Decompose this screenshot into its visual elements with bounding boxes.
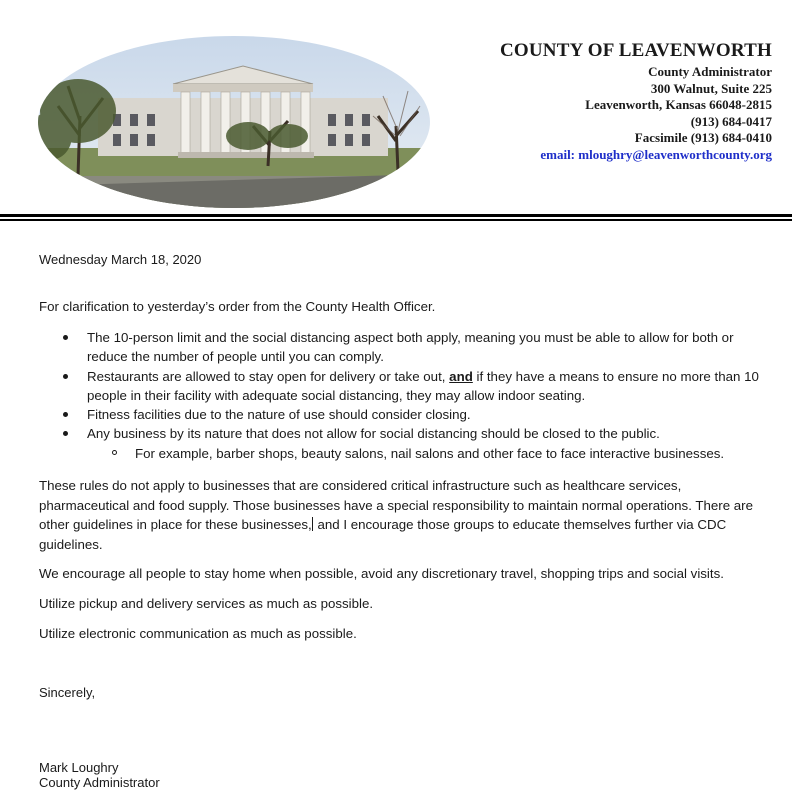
list-item-text: if they have a means to ensure no more than 10 people in their facility with adequate social distancing, they may allow indoor seating. — [87, 368, 759, 403]
stay-home-paragraph: We encourage all people to stay home when possible, avoid any discretionary travel, shopping trips and social visits. — [39, 566, 724, 581]
signer-title: County Administrator — [39, 775, 160, 790]
letter-date: Wednesday March 18, 2020 — [39, 252, 202, 267]
closing: Sincerely, — [39, 685, 96, 700]
bullet-icon — [63, 431, 68, 436]
hollow-bullet-icon — [112, 450, 117, 455]
electronic-paragraph: Utilize electronic communication as much as possible. — [39, 626, 357, 641]
organization-name: COUNTY OF LEAVENWORTH — [499, 40, 772, 61]
list-item-text: Restaurants are allowed to stay open for delivery or take out, — [87, 368, 450, 384]
street-address: 300 Walnut, Suite 225 — [650, 80, 772, 96]
phone-number: (913) 684-0417 — [690, 113, 772, 129]
courthouse-photo — [38, 36, 430, 208]
list-item-text: For example, barber shops, beauty salons, nail salons and other face to face interactive businesses. — [135, 445, 725, 461]
bullet-icon — [63, 412, 68, 417]
intro-paragraph: For clarification to yesterday’s order from the County Health Officer. — [39, 299, 436, 314]
list-item — [39, 328, 769, 367]
list-item-text: The 10-person limit and the social distancing aspect both apply, meaning you must be able to allow for both or reduce the number of people until you can comply. — [87, 330, 734, 365]
city-address: Leavenworth, Kansas 66048-2815 — [585, 97, 772, 112]
list-item — [39, 367, 769, 406]
header-divider-thin — [0, 219, 792, 221]
text-cursor — [312, 517, 313, 531]
office-title: County Administrator — [648, 64, 772, 79]
paragraph-text: These rules do not apply to businesses that are considered critical infrastructure such as healthcare services, pharmaceutical and food supply. Those businesses have a special responsibility to maintain normal operations. There are other guidelines in place for these businesses, — [39, 478, 754, 532]
pickup-paragraph: Utilize pickup and delivery services as much as possible. — [39, 596, 374, 611]
bullet-icon — [63, 374, 68, 379]
list-item-text: Any business by its nature that does not allow for social distancing should be closed to the public. — [87, 426, 660, 442]
emphasis-and: and — [449, 368, 473, 384]
signer-name: Mark Loughry — [39, 760, 119, 775]
email-link[interactable]: email: mloughry@leavenworthcounty.org — [540, 146, 772, 162]
paragraph-text: and I encourage those groups to educate themselves further via CDC guidelines. — [39, 517, 727, 552]
bullet-icon — [63, 335, 68, 340]
header-divider-thick — [0, 214, 792, 217]
sub-list-item — [39, 444, 769, 463]
rules-list — [39, 328, 769, 463]
list-item-text: Fitness facilities due to the nature of use should consider closing. — [87, 407, 471, 423]
list-item — [39, 405, 769, 424]
exemptions-paragraph — [39, 476, 769, 554]
fax-number: Facsimile (913) 684-0410 — [634, 130, 772, 145]
list-item — [39, 424, 769, 443]
letterhead — [500, 40, 772, 163]
